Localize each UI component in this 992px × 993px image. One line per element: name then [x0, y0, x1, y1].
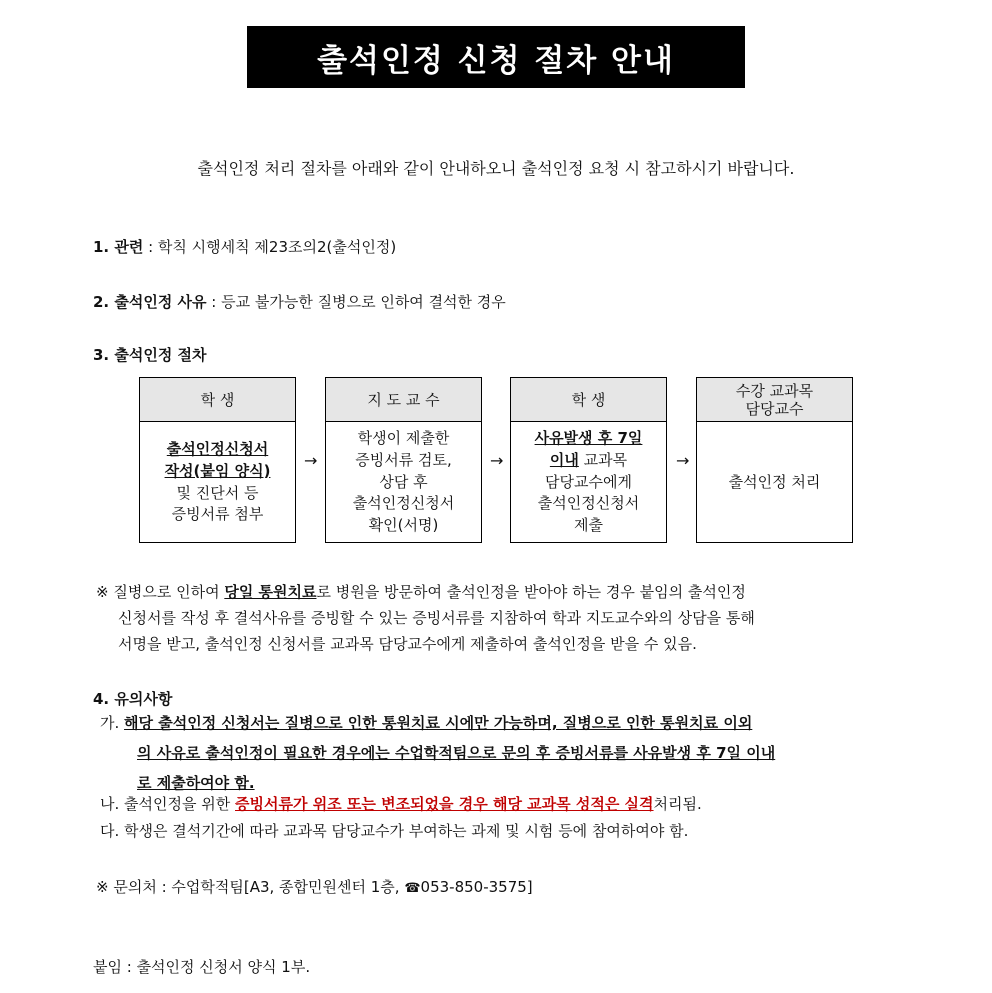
note-item-b-text: 출석인정을 위한: [124, 795, 236, 813]
note-item-mark: 나.: [100, 795, 120, 813]
flow-step-head: 학 생: [140, 378, 295, 422]
flow-step-student-2: [510, 377, 667, 543]
flow-arrow: →: [676, 451, 690, 470]
intro-text: 출석인정 처리 절차를 아래와 같이 안내하오니 출석인정 요청 시 참고하시기 바랍니다.: [197, 159, 795, 178]
flow-step-head: 지 도 교 수: [326, 378, 481, 422]
flow-step-line: 상담 후: [379, 472, 428, 491]
note-item-mark: 다.: [100, 822, 120, 840]
contact-phone: 053-850-3575]: [420, 878, 533, 896]
attachment-note: 붙임 : 출석인정 신청서 양식 1부.: [93, 958, 311, 976]
note-item-mark: 가.: [100, 714, 120, 732]
flow-step-line: 확인(서명): [368, 516, 439, 535]
flow-step-line: 출석인정신청서: [537, 494, 640, 513]
section-notes-label: 4. 유의사항: [93, 690, 173, 708]
flow-step-student-1: [139, 377, 296, 543]
note-text: 질병으로 인하여: [113, 583, 225, 601]
page-title: 출석인정 신청 절차 안내: [247, 26, 745, 88]
flow-step-instructor: [696, 377, 853, 543]
flow-arrow: →: [490, 451, 504, 470]
note-item-a-line: 로 제출하여야 함.: [137, 774, 255, 792]
flow-step-head: 학 생: [511, 378, 666, 422]
note-line: 서명을 받고, 출석인정 신청서를 교과목 담당교수에게 제출하여 출석인정을 받을 수 있음.: [118, 635, 697, 653]
note-item-b-text: 처리됨.: [653, 795, 702, 813]
flow-step-head: 수강 교과목 담당교수: [697, 378, 852, 422]
contact-info: [96, 876, 533, 897]
procedure-note: [96, 579, 906, 657]
flow-step-line: 출석인정 처리: [728, 472, 821, 491]
flow-step-line: 출석인정신청서: [166, 440, 269, 458]
note-line: 신청서를 작성 후 결석사유를 증빙할 수 있는 증빙서류를 지참하여 학과 지도교수와의 상담을 통해: [118, 609, 755, 627]
contact-text: ※ 문의처 : 수업학적팀[A3, 종합민원센터 1층,: [96, 878, 405, 896]
section-reason-text: : 등교 불가능한 질병으로 인하여 결석한 경우: [206, 293, 506, 311]
flow-step-line: 이내: [549, 450, 579, 469]
note-item-b-warning: 증빙서류가 위조 또는 변조되었을 경우 해당 교과목 성적은 실격: [235, 795, 654, 813]
section-related-label: 1. 관련: [93, 238, 144, 256]
section-related: [93, 236, 396, 257]
note-text: 로 병원을 방문하여 출석인정을 받아야 하는 경우 붙임의 출석인정: [316, 583, 746, 601]
flow-step-line: 출석인정신청서: [352, 494, 455, 513]
telephone-icon: ☎: [404, 881, 421, 896]
note-item-a-line: 의 사유로 출석인정이 필요한 경우에는 수업학적팀으로 문의 후 증빙서류를 사유발생 후 7일 이내: [137, 744, 776, 762]
note-item-a: [100, 708, 910, 798]
note-highlight: 당일 통원치료: [224, 583, 317, 601]
flow-step-advisor: [325, 377, 482, 543]
section-procedure-label: 3. 출석인정 절차: [93, 346, 207, 364]
flow-step-line: 담당교수에게: [545, 472, 632, 491]
note-item-c-text: 학생은 결석기간에 따라 교과목 담당교수가 부여하는 과제 및 시험 등에 참여하여야 함.: [124, 822, 689, 840]
note-item-c: [100, 816, 688, 846]
flow-step-line: 학생이 제출한: [357, 429, 450, 448]
flow-arrow: →: [304, 451, 318, 470]
note-mark: ※: [96, 583, 109, 601]
flow-step-line: 및 진단서 등: [176, 483, 259, 502]
flow-step-line: 교과목: [578, 450, 628, 469]
flow-step-line: 증빙서류 검토,: [355, 450, 452, 469]
flow-step-line: 제출: [574, 516, 603, 535]
section-related-text: : 학칙 시행세칙 제23조의2(출석인정): [143, 238, 397, 256]
section-reason-label: 2. 출석인정 사유: [93, 293, 207, 311]
flow-step-line: 작성(붙임 양식): [164, 461, 271, 480]
flow-step-line: 증빙서류 첨부: [171, 505, 264, 524]
flow-step-line: 사유발생 후 7일: [534, 429, 643, 448]
note-item-a-line: 해당 출석인정 신청서는 질병으로 인한 통원치료 시에만 가능하며, 질병으로 인한 통원치료 이외: [124, 714, 753, 732]
section-reason: [93, 291, 506, 312]
note-item-b: [100, 789, 702, 819]
